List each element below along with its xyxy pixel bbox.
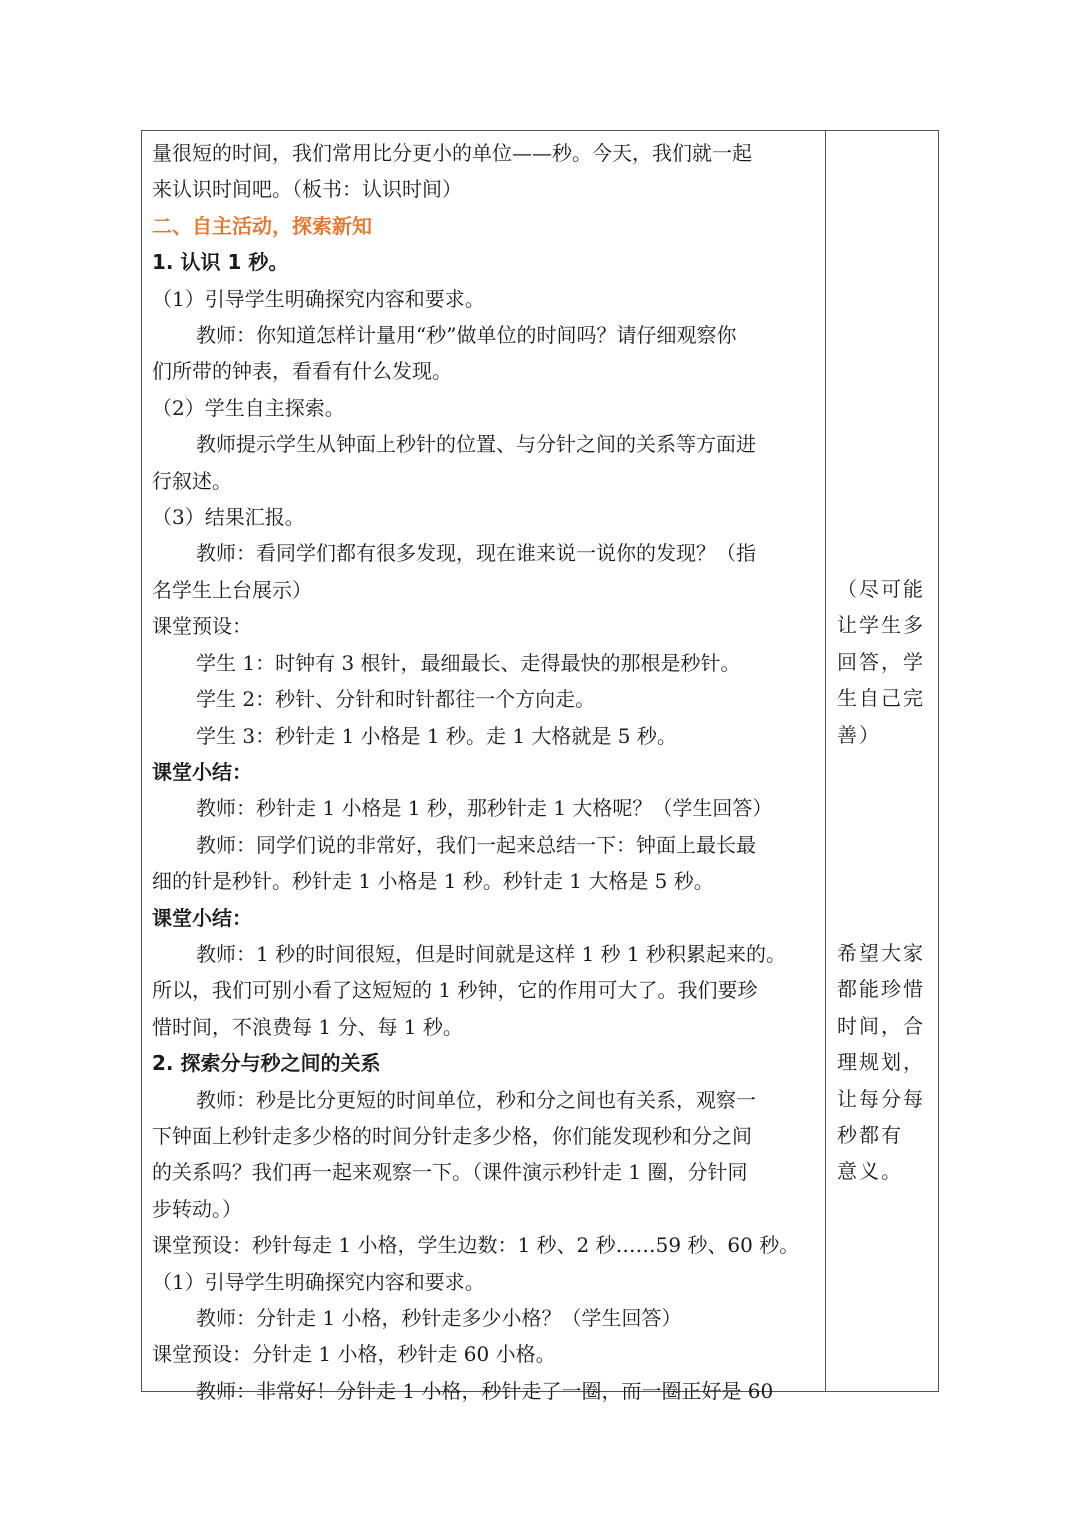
text-line: 教师：同学们说的非常好，我们一起来总结一下：钟面上最长最 [196, 832, 756, 857]
side-note-cherish-time [837, 935, 929, 1190]
text-line: 教师：秒是比分更短的时间单位，秒和分之间也有关系，观察一 [196, 1087, 756, 1112]
side-note-line: 回答，学 [837, 649, 925, 674]
side-note-line: 意义。 [837, 1159, 903, 1184]
summary-label: 课堂小结： [152, 759, 252, 784]
section-heading: 二、自主活动，探索新知 [152, 213, 372, 238]
text-line: 课堂预设：秒针每走 1 小格，学生边数：1 秒、2 秒……59 秒、60 秒。 [152, 1233, 800, 1258]
text-line: 惜时间，不浪费每 1 分、每 1 秒。 [152, 1014, 463, 1039]
text-line: 教师：1 秒的时间很短，但是时间就是这样 1 秒 1 秒积累起来的。 [196, 941, 786, 966]
side-note-line: （尽可能 [837, 577, 925, 601]
text-line: 课堂预设：分针走 1 小格，秒针走 60 小格。 [152, 1342, 556, 1367]
side-note-line: 善） [837, 722, 881, 747]
text-line: 教师：秒针走 1 小格是 1 秒，那秒针走 1 大格呢？（学生回答） [196, 796, 773, 821]
side-note-line: 生自己完 [837, 686, 925, 711]
side-note-line: 秒都有 [837, 1123, 903, 1148]
text-line: 名学生上台展示） [152, 577, 312, 602]
text-line: 教师：非常好！分针走 1 小格，秒针走了一圈，而一圈正好是 60 [196, 1378, 774, 1403]
side-note-line: 理规划， [837, 1050, 925, 1075]
text-line: 步转动。） [152, 1196, 242, 1221]
text-line: 课堂预设： [152, 614, 252, 639]
text-line: 们所带的钟表，看看有什么发现。 [152, 359, 452, 384]
text-line: 学生 3：秒针走 1 小格是 1 秒。走 1 大格就是 5 秒。 [196, 723, 677, 748]
text-line: 学生 1：时钟有 3 根针，最细最长、走得最快的那根是秒针。 [196, 650, 741, 675]
text-line: 教师提示学生从钟面上秒针的位置、与分针之间的关系等方面进 [196, 432, 756, 457]
side-note-line: 让学生多 [837, 613, 925, 638]
text-line: 教师：分针走 1 小格，秒针走多少小格？（学生回答） [196, 1306, 682, 1330]
side-note-line: 让每分每 [837, 1086, 925, 1111]
text-line: 所以，我们可别小看了这短短的 1 秒钟，它的作用可大了。我们要珍 [152, 978, 758, 1003]
summary-label: 课堂小结： [152, 905, 252, 930]
lesson-plan-table [141, 130, 939, 1403]
text-line: （3）结果汇报。 [152, 505, 305, 530]
text-line: 细的针是秒针。秒针走 1 小格是 1 秒。秒针走 1 大格是 5 秒。 [152, 869, 714, 894]
text-line: 下钟面上秒针走多少格的时间分针走多少格，你们能发现秒和分之间 [152, 1123, 752, 1148]
text-line: （1）引导学生明确探究内容和要求。 [152, 1269, 485, 1294]
column-divider [825, 131, 826, 1391]
main-content-column [152, 135, 822, 1409]
side-note-encourage-answers [837, 571, 929, 753]
section-heading: 1. 认识 1 秒。 [152, 250, 289, 275]
text-line: 量很短的时间，我们常用比分更小的单位——秒。今天，我们就一起 [152, 141, 752, 165]
text-line: （2）学生自主探索。 [152, 395, 345, 420]
text-line: 行叙述。 [152, 468, 232, 493]
text-line: 教师：你知道怎样计量用“秒”做单位的时间吗？请仔细观察你 [196, 323, 737, 348]
side-note-line: 都能珍惜 [837, 977, 925, 1002]
side-note-line: 希望大家 [837, 941, 925, 965]
section-heading: 2. 探索分与秒之间的关系 [152, 1051, 381, 1076]
text-line: （1）引导学生明确探究内容和要求。 [152, 286, 485, 311]
text-line: 来认识时间吧。（板书：认识时间） [152, 177, 462, 202]
side-note-line: 时间，合 [837, 1013, 925, 1038]
text-line: 教师：看同学们都有很多发现，现在谁来说一说你的发现？（指 [196, 541, 756, 566]
text-line: 学生 2：秒针、分针和时针都往一个方向走。 [196, 687, 596, 712]
text-line: 的关系吗？我们再一起来观察一下。（课件演示秒针走 1 圈，分针同 [152, 1160, 748, 1185]
